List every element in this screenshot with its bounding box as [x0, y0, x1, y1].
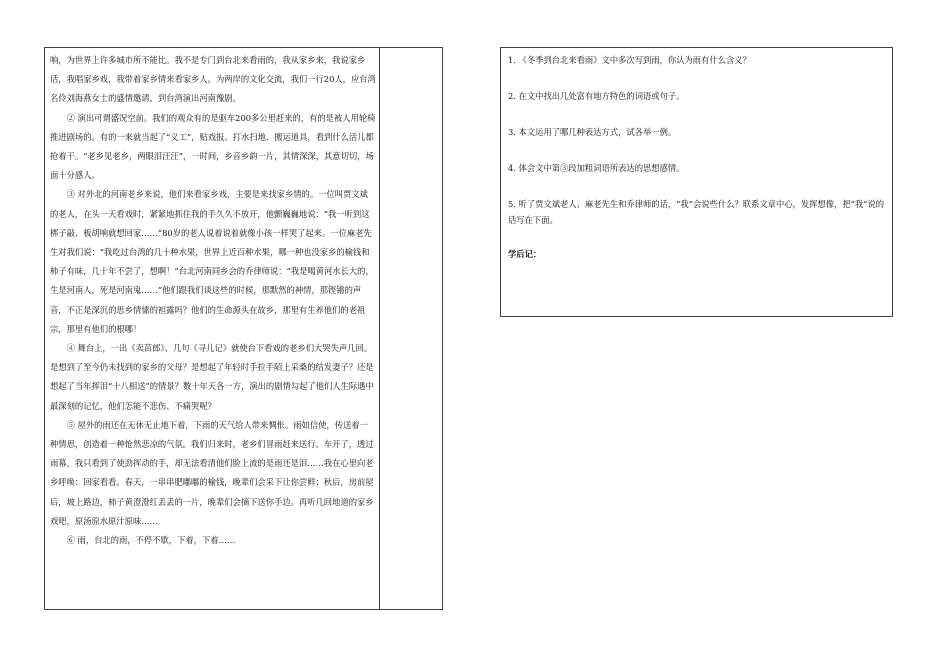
- passage-paragraph: ③ 对外北的河南老乡来说，他们来看家乡戏，主要是来找家乡情的。一位叫贾文斌的老人，在头一天看戏时，紧紧地抓住我的手久久不放开，他颤巍巍地说：“我一听到这梆子敲、板胡响就想回家……”80岁的老人说着说着就像小孩一样哭了起来。一位麻老先生对我们说：“我吃过台湾的几十种水果，世界上近百种水果，哪一种也没家乡的榆钱和柿子有味，几十年不尝了，想啊！”台北河南同乡会的乔律师说：“我是喝黄河水长大的，生是河南人，死是河南鬼……”他们跟我们谈这些的时候，那默然的神情，那铿锵的声音，不正是深沉的思乡情愫的袒露吗？他们的生命源头在故乡，那里有生养他们的老祖宗，那里有他们的根哪！: [50, 189, 374, 334]
- after-class-notes-label: 学后记：: [508, 249, 542, 259]
- question-1: 1. 《冬季到台北来看雨》文中多次写到雨，你认为雨有什么含义？: [508, 55, 751, 65]
- reading-passage: [50, 51, 376, 550]
- left-reading-table: [44, 47, 443, 610]
- question-4: 4. 体会文中第③段加粗词语所表达的思想感情。: [508, 163, 685, 173]
- passage-paragraph: ⑤ 屋外的雨还在无休无止地下着，下雨的天气给人带来惆怅。雨如信使，传送着一种情思，创造着一种怆然悲凉的气氛。我们归来时，老乡们冒雨赶来送行。车开了，透过雨幕，我只看到了使劲挥动的手，却无法看清他们脸上流的是雨还是泪……我在心里向老乡呼唤：回家看看。春天，一串串肥嘟嘟的榆钱，晚辈们会采下让你尝鲜；秋后，房前屋后，坡上路边，柿子黄澄澄红丢丢的一片，晚辈们会摘下送你手边。再听几回地道的家乡戏吧，原汤原水原汁原味……: [50, 419, 374, 526]
- question-5: 5. 听了贾文斌老人、麻老先生和乔律师的话，“我”会说些什么？联系文章中心，发挥想像，把“我”说的话写在下面。: [508, 199, 884, 225]
- question-2: 2. 在文中找出几处富有地方特色的词语或句子。: [508, 91, 685, 101]
- passage-paragraph: ② 演出可谓盛况空前。我们的观众有的是驱车200多公里赶来的，有的是被人用轮椅推进剧场的。有的一来就当起了“义工”，贴戏报、打水扫地、搬运道具，看到什么活儿都抢着干。“老乡见老乡，两眼泪汪汪”，一时间，乡音乡韵一片，其情深深，其意切切，场面十分感人。: [50, 112, 376, 181]
- question-3: 3. 本文运用了哪几种表达方式，试各举一例。: [508, 127, 677, 137]
- passage-paragraph: ④ 舞台上，一出《卖苗郎》、几句《寻儿记》就使台下看戏的老乡们大哭失声几回。是想到了至今仍未找到的家乡的父母？是想起了年轻时手拉手陌上采桑的结发妻子？还是想起了当年挥泪“十八相送”的情景？数十年天各一方，演出的剧情勾起了他们人生际遇中最深刻的记忆，他们怎能不悲伤、不痛哭呢？: [50, 343, 374, 411]
- passage-paragraph: ⑥ 雨，台北的雨，不停不歇，下着，下着……: [66, 535, 236, 546]
- column-divider: [379, 48, 380, 609]
- right-questions-table: [500, 47, 893, 317]
- passage-paragraph: 响，为世界上许多城市所不能比。我不是专门到台北来看雨的，我从家乡来，我说家乡话，我唱家乡戏，我带着家乡情来看家乡人。为两岸的文化交流，我们一行20人，应台湾名伶刘海燕女士的盛情邀请，到台湾演出河南豫剧。: [50, 55, 376, 104]
- questions-area: [508, 52, 886, 262]
